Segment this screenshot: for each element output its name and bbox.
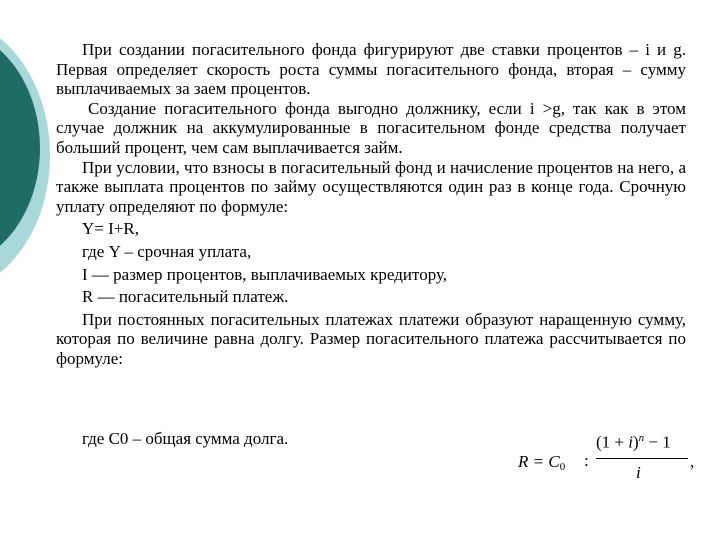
formula-line-4: R — погасительный платеж.: [82, 287, 289, 307]
slide-content: [56, 40, 686, 369]
paragraph-5: где C0 – общая сумма долга.: [82, 429, 289, 448]
formula-denominator: i: [636, 463, 641, 482]
formula-numerator: $(1 + i)^n - 1$: [596, 432, 671, 452]
decorative-circles: [0, 0, 60, 300]
fraction-bar: [596, 458, 688, 459]
formula-exponent: n: [638, 432, 645, 444]
formula-line-3: I — размер процентов, выплачиваемых кредитору,: [82, 264, 448, 284]
formula-colon: :: [584, 451, 589, 470]
formula-line-1: Y= I+R,: [82, 219, 139, 239]
formula-comma: ,: [690, 452, 695, 471]
formula-lhs-subscript: 0: [559, 461, 566, 473]
paragraph-2: Создание погасительного фонда выгодно должнику, если i >g, так как в этом случае должник на аккумулированные в погасительном фонде средства получает больший процент, чем сам выплачивается займ.: [56, 98, 686, 157]
formula-line-2: где Y – срочная уплата,: [82, 241, 252, 261]
paragraph-3: При условии, что взносы в погасительный фонд и начисление процентов на него, а также выплата процентов по займу осуществляются один раз в конце года. Срочную уплату определяют по формуле:: [56, 157, 686, 216]
paragraph-4: При постоянных погасительных платежах платежи образуют наращенную сумму, которая по величине равна долгу. Размер погасительного платежа рассчитывается по формуле:: [56, 309, 686, 368]
payment-formula: [512, 430, 702, 490]
formula-lhs: $R = C_0$: [518, 452, 566, 473]
paragraph-1: При создании погасительного фонда фигурируют две ставки процентов – i и g. Первая определяет скорость роста суммы погасительного фонда, вторая – сумму выплачиваемых за заем процентов.: [56, 40, 686, 99]
